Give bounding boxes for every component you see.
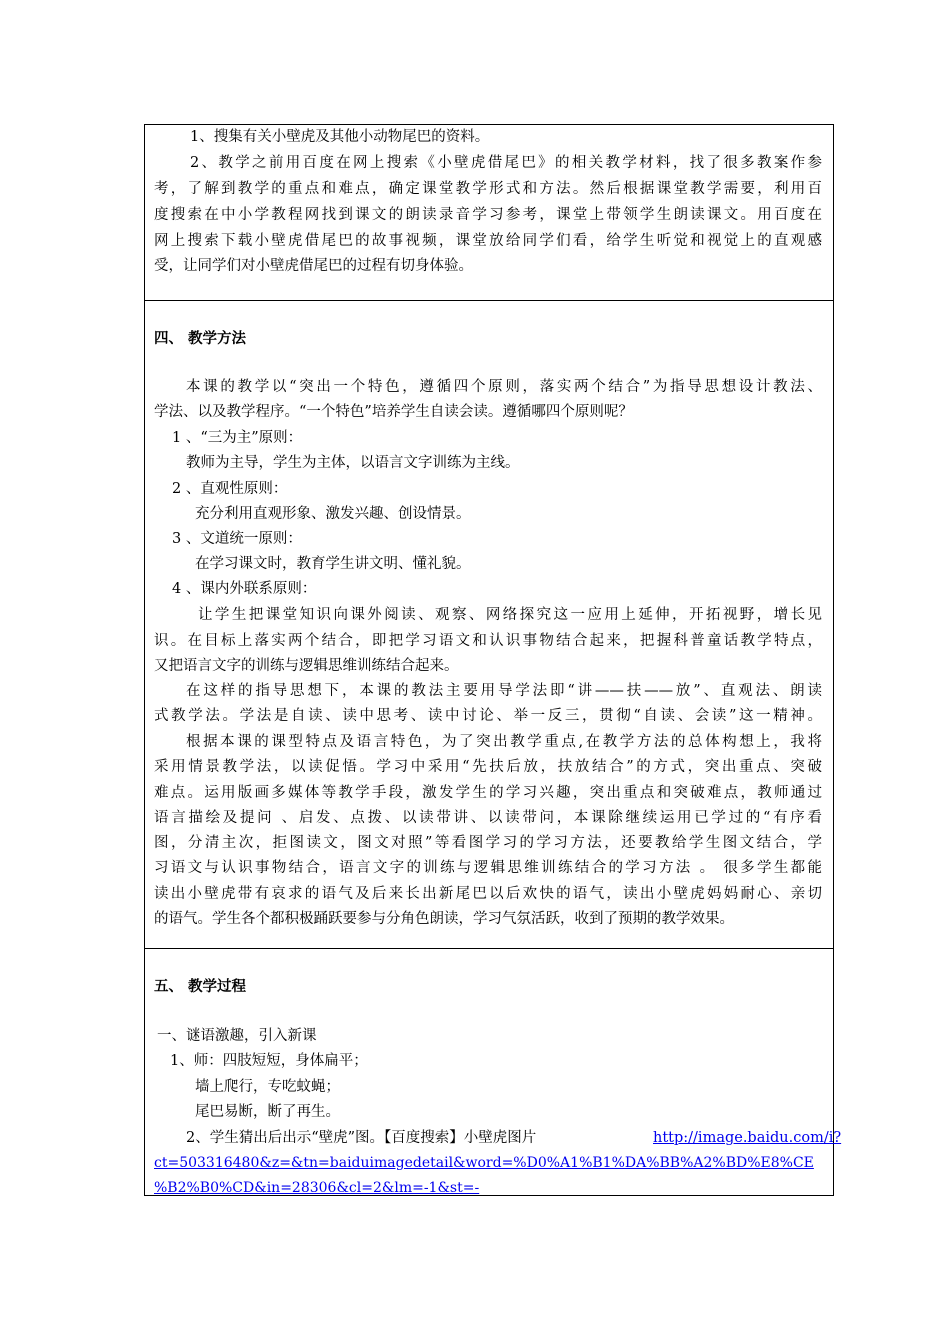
paragraph-line: 的语气。学生各个都积极踊跃要参与分角色朗读，学习气氛活跃，收到了预期的教学效果。 (154, 911, 734, 927)
paragraph-line: 根据本课的课型特点及语言特色，为了突出教学重点,在教学方法的总体构想上，我将 (186, 734, 822, 750)
principle-text: 在学习课文时，教育学生讲文明、懂礼貌。 (195, 556, 471, 572)
paragraph-line: 识。在目标上落实两个结合，即把学习语文和认识事物结合起来，把握科普童话教学特点， (154, 633, 822, 649)
step-text: 2、学生猜出后出示“壁虎”图。【百度搜索】小壁虎图片 (186, 1130, 537, 1146)
principle-title: 2 、直观性原则： (172, 481, 288, 497)
principle-title: 3 、文道统一原则： (172, 531, 302, 547)
paragraph-line: 网上搜索下载小壁虎借尾巴的故事视频，课堂放给同学们看，给学生听觉和视觉上的直观感 (154, 233, 822, 249)
image-search-link[interactable]: %B2%B0%CD&in=28306&cl=2&lm=-1&st=- (154, 1180, 480, 1196)
principle-text: 充分利用直观形象、激发兴趣、创设情景。 (195, 506, 471, 522)
paragraph-line: 2、教学之前用百度在网上搜索《小壁虎借尾巴》的相关教学材料，找了很多教案作参 (190, 155, 822, 171)
paragraph-line: 读出小壁虎带有哀求的语气及后来长出新尾巴以后欢快的语气，读出小壁虎妈妈耐心、亲切 (154, 886, 822, 902)
riddle-line: 墙上爬行，专吃蚊蝇； (195, 1079, 340, 1095)
paragraph-line: 图，分清主次，拒图读文，图文对照”等看图学习的学习方法，还要教给学生图文结合，学 (154, 835, 822, 851)
paragraph-line: 又把语言文字的训练与逻辑思维训练结合起来。 (154, 658, 459, 674)
principle-title: 4 、课内外联系原则： (172, 581, 317, 597)
paragraph-line: 考，了解到教学的重点和难点，确定课堂教学形式和方法。然后根据课堂教学需要，利用百 (154, 181, 822, 197)
paragraph-line: 难点。运用版画多媒体等教学手段，激发学生的学习兴趣，突出重点和突破难点，教师通过 (154, 785, 822, 801)
principle-text: 教师为主导，学生为主体，以语言文字训练为主线。 (186, 455, 520, 471)
image-search-link[interactable]: ct=503316480&z=&tn=baiduimagedetail&word=%D0%A1%B1%DA%BB%A2%BD%E8%CE (154, 1155, 814, 1171)
riddle-line: 1、师：四肢短短，身体扁平； (170, 1053, 368, 1069)
paragraph-line: 学法、以及教学程序。“一个特色”培养学生自读会读。遵循哪四个原则呢？ (154, 404, 633, 420)
paragraph-line: 采用情景教学法，以读促悟。学习中采用“先扶后放，扶放结合”的方式，突出重点、突破 (154, 759, 822, 775)
principle-title: 1 、“三为主”原则： (172, 430, 303, 446)
paragraph-line: 本课的教学以“突出一个特色，遵循四个原则，落实两个结合”为指导思想设计教法、 (186, 379, 822, 395)
paragraph-line: 式教学法。学法是自读、读中思考、读中讨论、举一反三，贯彻“自读、会读”这一精神。 (154, 708, 822, 724)
paragraph-line: 受，让同学们对小壁虎借尾巴的过程有切身体验。 (154, 258, 473, 274)
section-heading: 四、 教学方法 (154, 330, 247, 347)
riddle-line: 尾巴易断，断了再生。 (195, 1104, 340, 1120)
row-divider (145, 948, 833, 949)
paragraph-line: 语言描绘及提问 、启发、点拨、以读带讲、以读带问，本课除继续运用已学过的“有序看 (154, 810, 822, 826)
paragraph-line: 1、搜集有关小壁虎及其他小动物尾巴的资料。 (190, 129, 490, 145)
section-heading: 五、 教学过程 (154, 978, 247, 995)
paragraph-line: 习语文与认识事物结合，语言文字的训练与逻辑思维训练结合的学习方法 。 很多学生都能 (154, 860, 822, 876)
image-search-link[interactable]: http://image.baidu.com/i? (653, 1130, 842, 1146)
paragraph-line: 在这样的指导思想下，本课的教法主要用导学法即“讲——扶——放”、直观法、朗读 (186, 683, 822, 699)
paragraph-line: 让学生把课堂知识向课外阅读、观察、网络探究这一应用上延伸，开拓视野，增长见 (198, 607, 822, 623)
paragraph-line: 度搜索在中小学教程网找到课文的朗读录音学习参考，课堂上带领学生朗读课文。用百度在 (154, 207, 822, 223)
step-title: 一、谜语激趣，引入新课 (157, 1028, 317, 1044)
row-divider (145, 300, 833, 301)
